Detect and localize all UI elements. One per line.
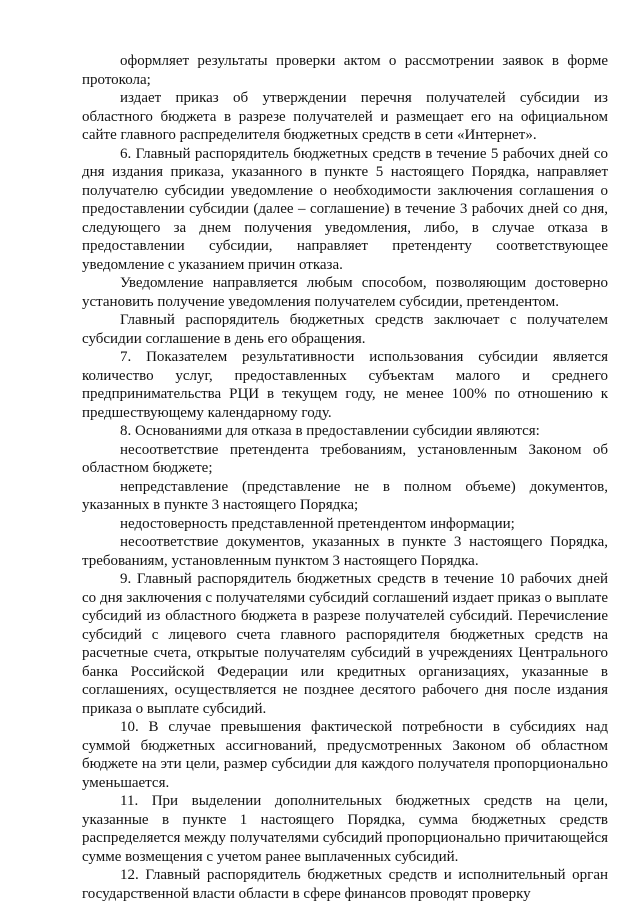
paragraph-notification: Уведомление направляется любым способом, позволяющим достоверно установить получение уведомления получателем субсидии, претендентом.	[82, 275, 608, 310]
paragraph-item-11: 11. При выделении дополнительных бюджетных средств на цели, указанные в пункте 1 настоящего Порядка, сумма бюджетных средств распределяется между получателями субсидий пропорционально причитающейся сумме возмещения с учетом ранее выплаченных субсидий.	[82, 793, 608, 865]
paragraph-item-8: 8. Основаниями для отказа в предоставлении субсидии являются:	[120, 423, 540, 439]
paragraph-refusal-1: несоответствие претендента требованиям, установленным Законом об областном бюджете;	[82, 441, 608, 476]
paragraph-item-7: 7. Показателем результативности использования субсидии является количество услуг, предоставленных субъектам малого и среднего предпринимательства РЦИ в текущем году, не менее 100% по отношению к предшествующему календарному году.	[82, 349, 608, 421]
paragraph-item-12: 12. Главный распорядитель бюджетных средств и исполнительный орган государственной власти области в сфере финансов проводят проверку	[82, 867, 608, 902]
paragraph-refusal-2: непредставление (представление не в полном объеме) документов, указанных в пункте 3 настоящего Порядка;	[82, 478, 608, 513]
paragraph-protocol: оформляет результаты проверки актом о рассмотрении заявок в форме протокола;	[82, 53, 608, 88]
paragraph-agreement: Главный распорядитель бюджетных средств заключает с получателем субсидии соглашение в день его обращения.	[82, 312, 608, 347]
paragraph-item-9: 9. Главный распорядитель бюджетных средств в течение 10 рабочих дней со дня заключения с получателями субсидий соглашений издает приказ о выплате субсидий из областного бюджета в разрезе получателей субсидий. Перечисление субсидий с лицевого счета главного распорядителя бюджетных средств на расчетные счета, открытые получателям субсидий в учреждениях Центрального банка Российской Федерации или кредитных организациях, указанные в соглашениях, осуществляется не позднее десятого рабочего дня после издания приказа о выплате субсидий.	[82, 571, 608, 717]
paragraph-item-6: 6. Главный распорядитель бюджетных средств в течение 5 рабочих дней со дня издания приказа, указанного в пункте 5 настоящего Порядка, направляет получателю субсидии уведомление о необходимости заключения соглашения о предоставлении субсидии (далее – соглашение) в течение 3 рабочих дней со дня, следующего за днем получения уведомления, либо, в случае отказа в предоставлении субсидии, направляет претенденту соответствующее уведомление с указанием причин отказа.	[82, 145, 608, 273]
paragraph-item-10: 10. В случае превышения фактической потребности в субсидиях над суммой бюджетных ассигнований, предусмотренных Законом об областном бюджете на эти цели, размер субсидии для каждого получателя пропорционально уменьшается.	[82, 719, 608, 791]
paragraph-order-list: издает приказ об утверждении перечня получателей субсидии из областного бюджета в разрезе получателей и размещает его на официальном сайте главного распределителя бюджетных средств в сети «Интернет».	[82, 90, 608, 143]
paragraph-refusal-4: несоответствие документов, указанных в пункте 3 настоящего Порядка, требованиям, установленным пунктом 3 настоящего Порядка.	[82, 534, 608, 569]
paragraph-refusal-3: недостоверность представленной претендентом информации;	[120, 515, 515, 532]
document-page	[82, 52, 608, 903]
